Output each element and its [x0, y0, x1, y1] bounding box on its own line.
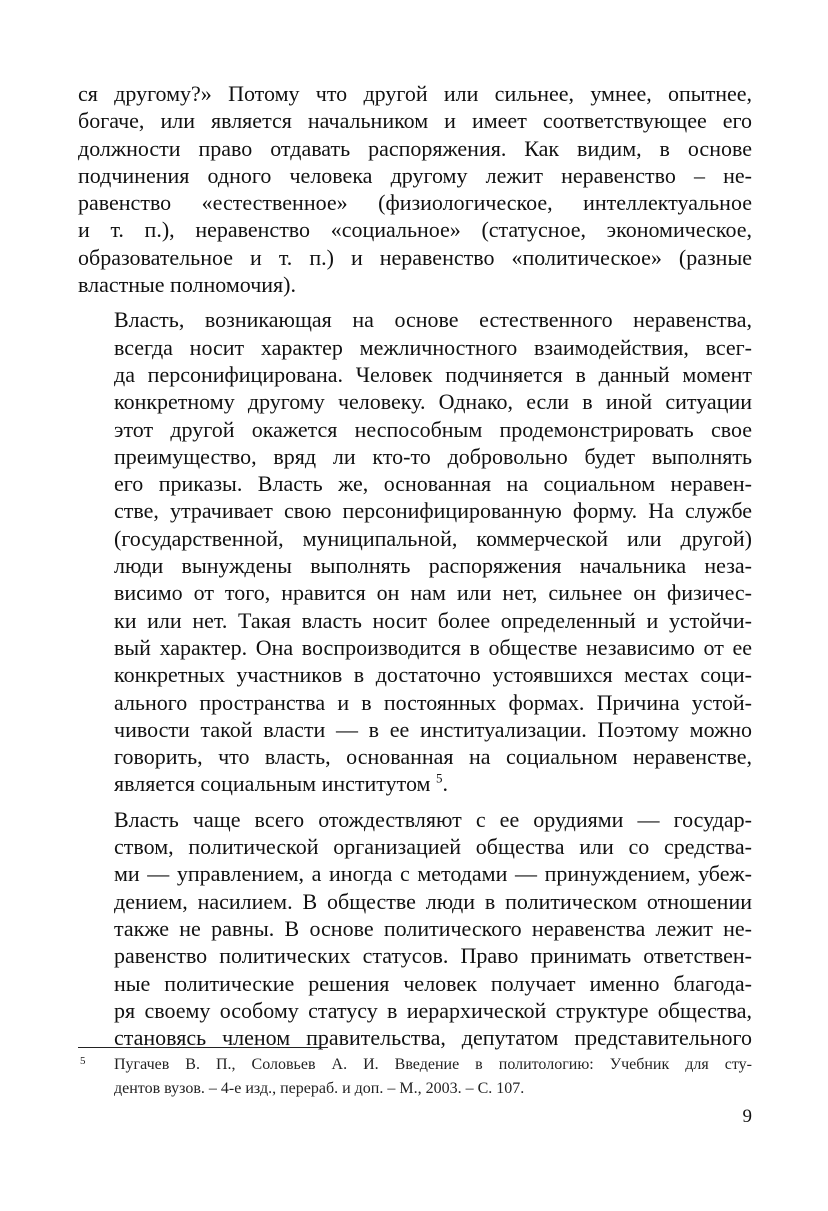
text-line: властные полномочия).: [78, 272, 296, 298]
text-line: конкретному другому человеку. Однако, если в иной ситуации: [114, 389, 752, 415]
text-line: богаче, или является начальником и имеет соответствующее его: [78, 108, 752, 134]
text-line: ством, политической организацией общества или со средства-: [114, 834, 752, 860]
text-line: стве, утрачивает свою персонифицированную форму. На службе: [114, 498, 752, 524]
footnote-mark: 5: [80, 1055, 86, 1067]
text-line: [78, 770, 752, 797]
text-line: дением, насилием. В обществе люди в политическом отношении: [114, 888, 752, 914]
text-line: ки или нет. Такая власть носит более определенный и устойчи-: [114, 607, 752, 633]
sentence-end: .: [442, 771, 448, 797]
text-line: этот другой окажется неспособным продемонстрировать свое: [114, 416, 752, 442]
text-line: всегда носит характер межличностного взаимодействия, всег-: [114, 334, 752, 360]
paragraph-1: [78, 80, 752, 298]
text-line: ми — управлением, а иногда с методами — принуждением, убеж-: [114, 861, 752, 887]
text-line: становясь членом правительства, депутатом представительного: [114, 1025, 752, 1051]
text-line: равенство «естественное» (физиологическое, интеллектуальное: [78, 190, 752, 216]
text-line: должности право отдавать распоряжения. Как видим, в основе: [78, 135, 752, 161]
footnote-line: дентов вузов. – 4-е изд., перераб. и доп. – М., 2003. – С. 107.: [114, 1080, 525, 1097]
paragraph-2: [78, 306, 752, 797]
text-line: также не равны. В основе политического неравенства лежит не-: [114, 915, 752, 941]
text-line: чивости такой власти — в ее институализации. Поэтому можно: [114, 716, 752, 742]
text-line-content: является социальным институтом: [114, 771, 431, 797]
footnote-divider: [78, 1047, 328, 1048]
text-line: висимо от того, нравится он нам или нет, сильнее он физичес-: [114, 580, 752, 606]
text-line: ря своему особому статусу в иерархической структуре общества,: [114, 997, 752, 1023]
text-line: (государственной, муниципальной, коммерческой или другой): [114, 525, 752, 551]
page-number: 9: [742, 1106, 752, 1127]
text-line: вый характер. Она воспроизводится в обществе независимо от ее: [114, 634, 752, 660]
text-line: ального пространства и в постоянных формах. Причина устой-: [114, 689, 752, 715]
page-body: [78, 80, 752, 1059]
text-line: да персонифицирована. Человек подчиняется в данный момент: [114, 361, 752, 387]
text-line: и т. п.), неравенство «социальное» (статусное, экономическое,: [78, 217, 752, 243]
footnote-reference[interactable]: 5: [435, 771, 443, 787]
text-line: равенство политических статусов. Право принимать ответствен-: [114, 943, 752, 969]
text-line: ные политические решения человек получает именно благода-: [114, 970, 752, 996]
footnote-line: Пугачев В. П., Соловьев А. И. Введение в политологию: Учебник для сту-: [114, 1056, 752, 1073]
footnote: [78, 1053, 752, 1101]
text-line: Власть, возникающая на основе естественного неравенства,: [114, 307, 752, 333]
text-line: его приказы. Власть же, основанная на социальном неравен-: [114, 471, 752, 497]
text-line: образовательное и т. п.) и неравенство «политическое» (разные: [78, 244, 752, 270]
text-line: преимущество, вряд ли кто-то добровольно будет выполнять: [114, 443, 752, 469]
text-line: ся другому?» Потому что другой или сильнее, умнее, опытнее,: [78, 81, 752, 106]
text-line: Власть чаще всего отождествляют с ее орудиями — государ-: [114, 806, 752, 832]
text-line: подчинения одного человека другому лежит неравенство – не-: [78, 162, 752, 188]
text-line: люди вынуждены выполнять распоряжения начальника неза-: [114, 553, 752, 579]
text-line: говорить, что власть, основанная на социальном неравенстве,: [114, 744, 752, 770]
text-line: конкретных участников в достаточно устоявшихся местах соци-: [114, 662, 752, 688]
paragraph-3: [78, 806, 752, 1052]
